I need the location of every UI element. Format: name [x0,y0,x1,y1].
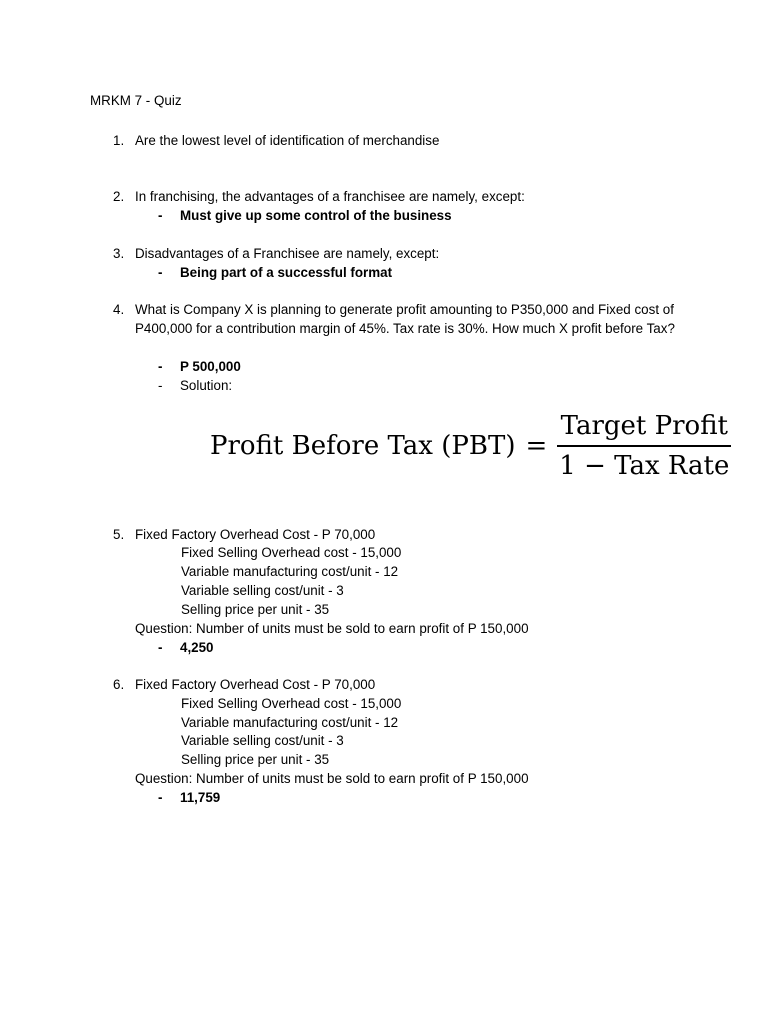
formula-numerator: Target Profit [560,411,729,442]
question-number: 6. [113,677,125,692]
bullet-dash: - [158,378,163,393]
pbt-formula [210,410,731,482]
formula-lhs: Profit Before Tax (PBT) [210,431,516,461]
detail-line: Variable selling cost/unit - 3 [181,583,344,598]
answer-text: P 500,000 [180,359,241,374]
question-number: 3. [113,246,125,261]
answer-text: 4,250 [180,640,214,655]
answer-text: 11,759 [180,790,221,805]
detail-line: Variable selling cost/unit - 3 [181,733,344,748]
detail-line: Fixed Selling Overhead cost - 15,000 [181,545,402,560]
bullet-dash: - [158,265,163,280]
question-number: 4. [113,302,125,317]
detail-line: Fixed Selling Overhead cost - 15,000 [181,696,402,711]
answer-text: Must give up some control of the business [180,208,452,223]
document-title: MRKM 7 - Quiz [90,93,182,108]
question-text: Fixed Factory Overhead Cost - P 70,000 [135,677,376,692]
formula-fraction [557,411,731,481]
detail-line: Variable manufacturing cost/unit - 12 [181,715,399,730]
detail-line: Variable manufacturing cost/unit - 12 [181,564,399,579]
question-number: 2. [113,189,125,204]
question-prompt: Question: Number of units must be sold to earn profit of P 150,000 [135,771,529,786]
question-number: 1. [113,133,125,148]
bullet-dash: - [158,640,163,655]
bullet-dash: - [158,208,163,223]
solution-label: Solution: [180,378,233,393]
question-number: 5. [113,527,125,542]
detail-line: Selling price per unit - 35 [181,602,330,617]
question-text: What is Company X is planning to generate profit amounting to P350,000 and Fixed cost of P400,000 for a contribution margin of 45%. Tax rate is 30%. How much X profit before Tax? [135,302,675,336]
formula-denominator: 1 − Tax Rate [559,450,730,481]
question-text: Are the lowest level of identification of merchandise [135,133,440,148]
question-prompt: Question: Number of units must be sold to earn profit of P 150,000 [135,621,529,636]
question-text: In franchising, the advantages of a franchisee are namely, except: [135,189,525,204]
question-text: Disadvantages of a Franchisee are namely, except: [135,246,440,261]
detail-line: Selling price per unit - 35 [181,752,330,767]
bullet-dash: - [158,359,163,374]
question-text: Fixed Factory Overhead Cost - P 70,000 [135,527,376,542]
bullet-dash: - [158,790,163,805]
answer-text: Being part of a successful format [180,265,393,280]
formula-equals: = [525,431,548,461]
